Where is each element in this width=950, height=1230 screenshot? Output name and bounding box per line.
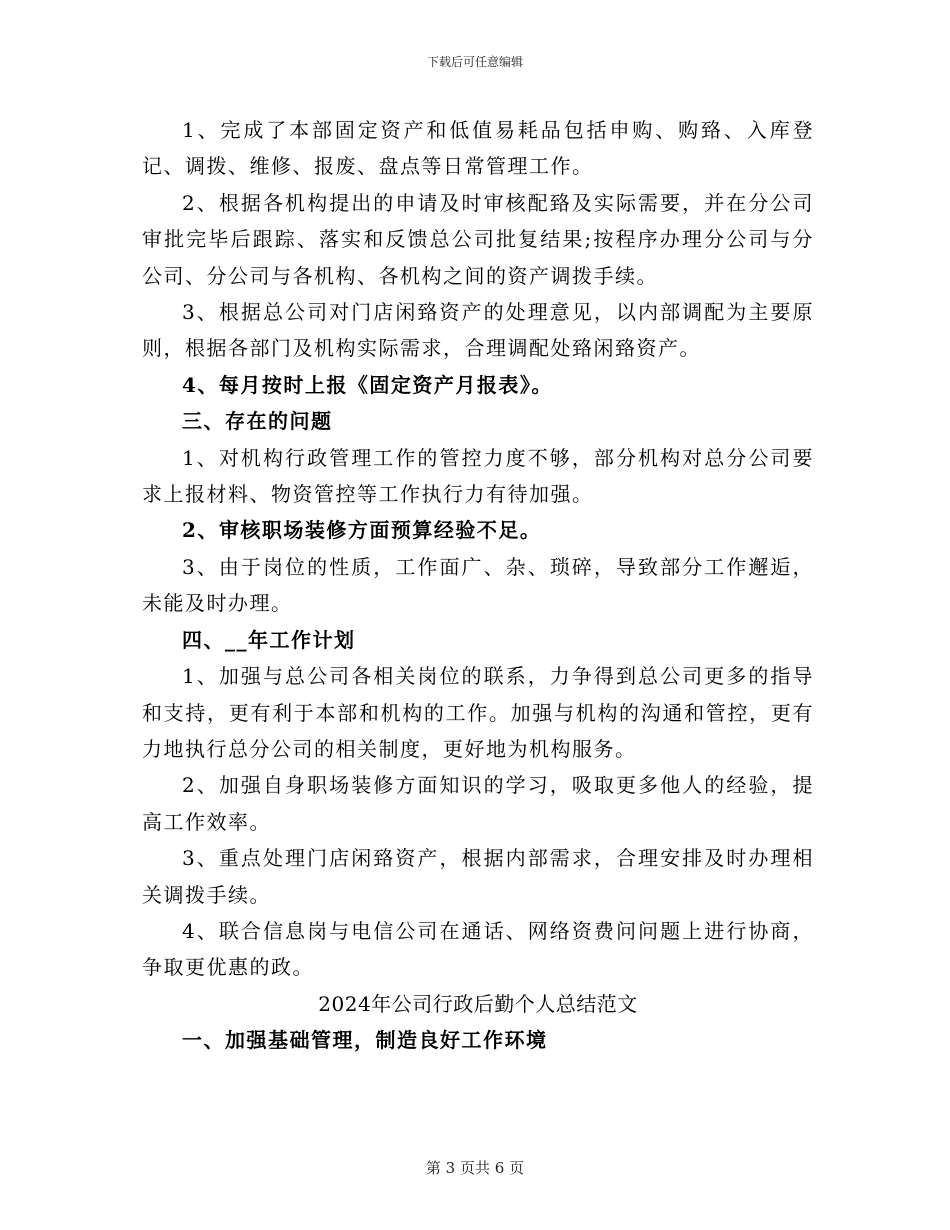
- paragraph-4: 4、每月按时上报《固定资产月报表》。: [182, 372, 553, 397]
- paragraph-3: 3、根据总公司对门店闲臵资产的处理意见，以内部调配为主要原则，根据各部门及机构实际需求，合理调配处臵闲臵资产。: [142, 300, 814, 361]
- page-header: 下载后可任意编辑: [426, 55, 523, 69]
- paragraph-plan-4: 4、联合信息岗与电信公司在通话、网络资费问问题上进行协商，争取更优惠的政。: [142, 918, 814, 980]
- section-heading-problems: 三、存在的问题: [182, 409, 333, 434]
- document-title: 2024年公司行政后勤个人总结范文: [318, 991, 638, 1016]
- paragraph-problem-2: 2、审核职场装修方面预算经验不足。: [182, 518, 542, 543]
- paragraph-problem-3: 3、由于岗位的性质，工作面广、杂、琐碎，导致部分工作邂逅，未能及时办理。: [142, 554, 814, 616]
- page-footer: 第 3 页共 6 页: [425, 1159, 525, 1177]
- paragraph-plan-1: 1、加强与总公司各相关岗位的联系，力争得到总公司更多的指导和支持，更有利于本部和机构的工作。加强与机构的沟通和管控，更有力地执行总分公司的相关制度，更好地为机构服务。: [142, 664, 814, 761]
- paragraph-plan-3: 3、重点处理门店闲臵资产，根据内部需求，合理安排及时办理相关调拨手续。: [142, 846, 814, 907]
- paragraph-plan-2: 2、加强自身职场装修方面知识的学习，吸取更多他人的经验，提高工作效率。: [142, 773, 814, 834]
- paragraph-1: 1、完成了本部固定资产和低值易耗品包括申购、购臵、入库登记、调拨、维修、报废、盘点等日常管理工作。: [142, 118, 814, 179]
- paragraph-problem-1: 1、对机构行政管理工作的管控力度不够，部分机构对总分公司要求上报材料、物资管控等工作执行力有待加强。: [142, 445, 814, 507]
- paragraph-2: 2、根据各机构提出的申请及时审核配臵及实际需要，并在分公司审批完毕后跟踪、落实和反馈总公司批复结果;按程序办理分公司与分公司、分公司与各机构、各机构之间的资产调拨手续。: [142, 190, 814, 288]
- document-body: [142, 112, 814, 1059]
- section-heading-basic-management: 一、加强基础管理，制造良好工作环境: [182, 1028, 548, 1053]
- section-heading-plan: 四、__年工作计划: [182, 627, 356, 652]
